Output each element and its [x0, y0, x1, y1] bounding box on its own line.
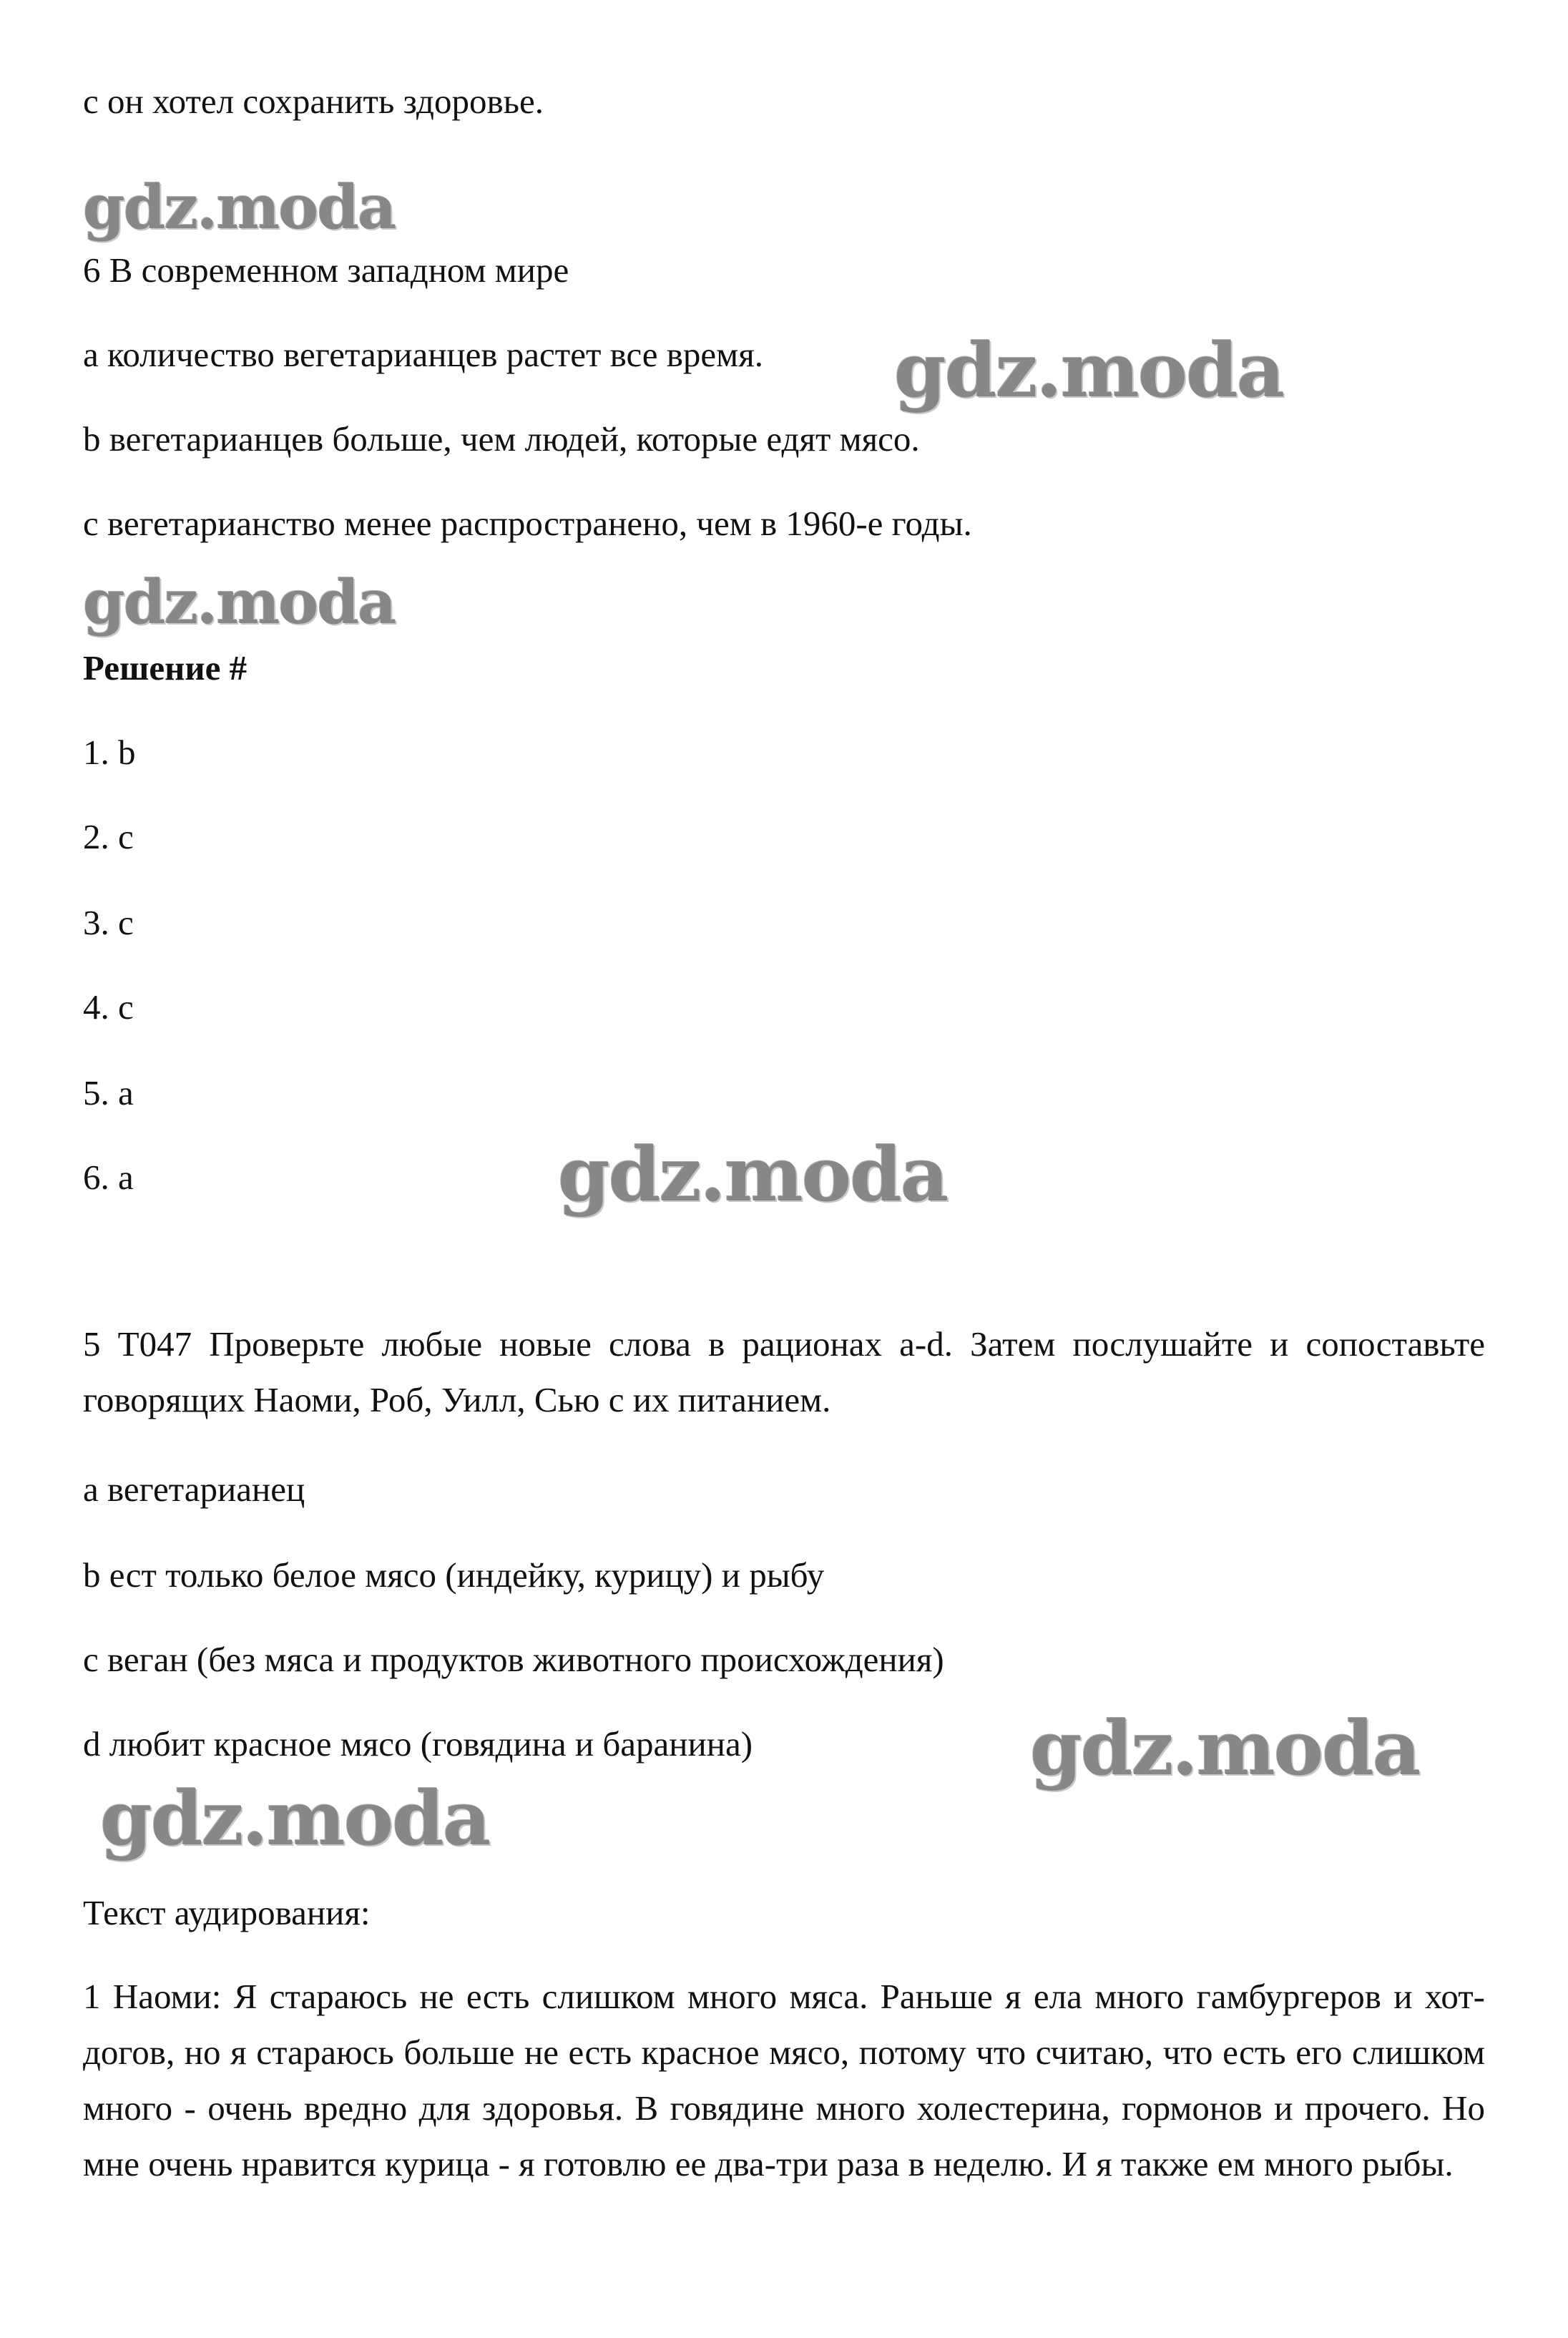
task-5-option-b: b ест только белое мясо (индейку, курицу) и рыбу	[83, 1555, 825, 1595]
task-5-option-a: a вегетарианец	[83, 1469, 305, 1509]
task-5-option-d: d любит красное мясо (говядина и баранина)	[83, 1724, 753, 1764]
watermark: gdz.moda	[83, 567, 396, 637]
answer-item: 1. b	[83, 733, 136, 772]
answer-item: 2. c	[83, 817, 134, 856]
question-6-title: 6 В современном западном мире	[83, 250, 569, 290]
listening-paragraph: 1 Наоми: Я стараюсь не есть слишком много мяса. Раньше я ела много гамбургеров и хот-догов, но я стараюсь больше не есть красное мясо, потому что считаю, что есть его слишком много - очень вредно для здоровья. В говядине много холестерина, гормонов и прочего. Но мне очень нравится курица - я готовлю ее два-три раза в неделю. И я также ем много рыбы.	[83, 1977, 1485, 2183]
solution-heading: Решение #	[83, 648, 248, 688]
question-6-option-a: a количество вегетарианцев растет все время.	[83, 335, 763, 374]
question-6-option-b: b вегетарианцев больше, чем людей, которые едят мясо.	[83, 419, 920, 459]
watermark: gdz.moda	[83, 172, 396, 243]
watermark: gdz.moda	[894, 326, 1284, 414]
watermark: gdz.moda	[100, 1774, 490, 1862]
answer-item: 5. a	[83, 1073, 134, 1112]
watermark: gdz.moda	[1030, 1704, 1420, 1792]
task-5-option-c: c веган (без мяса и продуктов животного происхождения)	[83, 1640, 944, 1679]
answer-item: 4. c	[83, 987, 134, 1027]
answer-item: 3. c	[83, 903, 134, 942]
listening-label: Текст аудирования:	[83, 1893, 371, 1932]
answer-option-c: c он хотел сохранить здоровье.	[83, 82, 544, 121]
watermark: gdz.moda	[558, 1130, 948, 1218]
answer-item: 6. a	[83, 1158, 134, 1197]
task-5-instruction: 5 Т047 Проверьте любые новые слова в рационах a-d. Затем послушайте и сопоставьте говорящих Наоми, Роб, Уилл, Сью с их питанием.	[83, 1324, 1485, 1419]
question-6-option-c: c вегетарианство менее распространено, чем в 1960-е годы.	[83, 504, 972, 543]
